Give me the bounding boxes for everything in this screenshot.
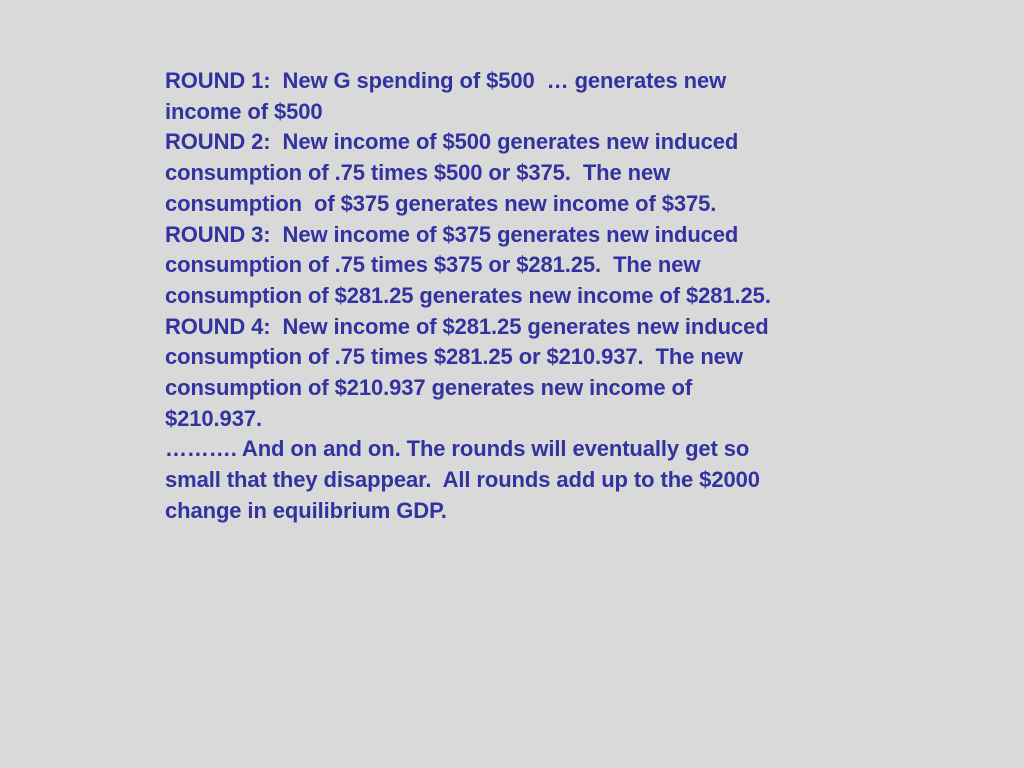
round-4-line-4: $210.937. bbox=[165, 405, 262, 431]
multiplier-rounds-text bbox=[165, 66, 905, 527]
conclusion-line-2: small that they disappear. All rounds add up to the $2000 bbox=[165, 467, 760, 493]
round-2-line-3: consumption of $375 generates new income of $375. bbox=[165, 190, 717, 216]
round-4-line-1: ROUND 4: New income of $281.25 generates new induced bbox=[165, 313, 769, 339]
round-2-line-2: consumption of .75 times $500 or $375. The new bbox=[165, 160, 671, 186]
round-4-line-2: consumption of .75 times $281.25 or $210.937. The new bbox=[165, 344, 743, 370]
round-3-line-3: consumption of $281.25 generates new income of $281.25. bbox=[165, 282, 771, 308]
conclusion-line-1: ………. And on and on. The rounds will eventually get so bbox=[165, 436, 750, 462]
conclusion-line-3: change in equilibrium GDP. bbox=[165, 497, 447, 523]
round-3-line-2: consumption of .75 times $375 or $281.25. The new bbox=[165, 252, 701, 278]
round-1-line-2: income of $500 bbox=[165, 98, 323, 124]
round-2-line-1: ROUND 2: New income of $500 generates new induced bbox=[165, 129, 739, 155]
round-3-line-1: ROUND 3: New income of $375 generates new induced bbox=[165, 221, 739, 247]
round-1-line-1: ROUND 1: New G spending of $500 … generates new bbox=[165, 68, 727, 93]
round-4-line-3: consumption of $210.937 generates new income of bbox=[165, 375, 693, 401]
